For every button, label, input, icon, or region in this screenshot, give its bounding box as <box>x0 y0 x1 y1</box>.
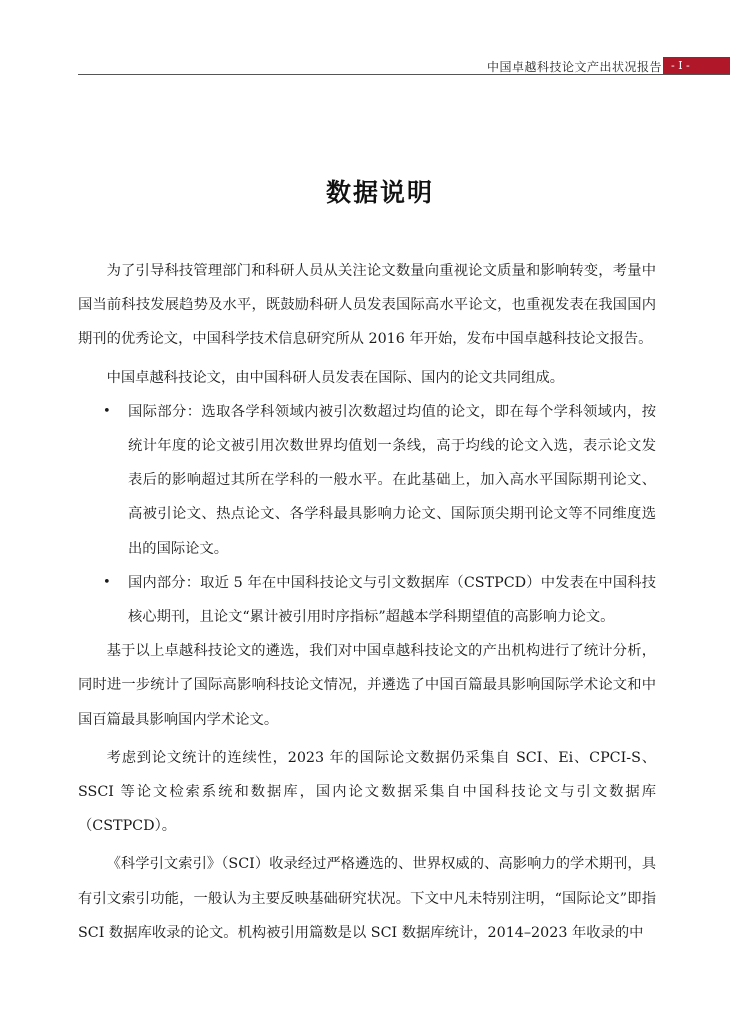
paragraph-composition: 中国卓越科技论文，由中国科研人员发表在国际、国内的论文共同组成。 <box>106 369 565 386</box>
document-body <box>78 254 656 950</box>
page-title: 数据说明 <box>325 178 434 207</box>
paragraph-data-sources: 考虑到论文统计的连续性，2023 年的国际论文数据仍采集自 SCI、Ei、CPCI-S、SSCI 等论文检索系统和数据库，国内论文数据采集自中国科技论文与引文数据库（CSTPCD）。 <box>78 749 656 835</box>
bullet-domestic-text: 国内部分：取近 5 年在中国科技论文与引文数据库（CSTPCD）中发表在中国科技核心期刊，且论文“累计被引用时序指标”超越本学科期望值的高影响力论文。 <box>128 574 656 626</box>
paragraph-analysis: 基于以上卓越科技论文的遴选，我们对中国卓越科技论文的产出机构进行了统计分析，同时进一步统计了国际高影响科技论文情况，并遴选了中国百篇最具影响国际学术论文和中国百篇最具影响国内学术论文。 <box>78 643 656 728</box>
running-header-title: 中国卓越科技论文产出状况报告 <box>486 60 662 74</box>
bullet-international-text: 国际部分：选取各学科领域内被引次数超过均值的论文，即在每个学科领域内，按统计年度的论文被引用次数世界均值划一条线，高于均线的论文入选，表示论文发表后的影响超过其所在学科的一般水平。在此基础上，加入高水平国际期刊论文、高被引论文、热点论文、各学科最具影响力论文、国际顶尖期刊论文等不同维度选出的国际论文。 <box>128 403 656 557</box>
bullet-international <box>78 395 656 566</box>
bullet-dot-icon: • <box>103 403 111 419</box>
page-number-badge: - I - <box>663 57 730 74</box>
paragraph-intro: 为了引导科技管理部门和科研人员从关注论文数量向重视论文质量和影响转变，考量中国当前科技发展趋势及水平，既鼓励科研人员发表国际高水平论文，也重视发表在我国国内期刊的优秀论文，中国科学技术信息研究所从 2016 年开始，发布中国卓越科技论文报告。 <box>78 263 656 348</box>
paragraph-sci: 《科学引文索引》（SCI）收录经过严格遴选的、世界权威的、高影响力的学术期刊，具有引文索引功能，一般认为主要反映基础研究状况。下文中凡未特别注明，“国际论文”即指 SCI 数据库收录的论文。机构被引用篇数是以 SCI 数据库统计，2014–2023 年收录的中 <box>78 856 656 941</box>
bullet-domestic <box>78 566 656 634</box>
header-divider <box>78 74 730 75</box>
bullet-dot-icon: • <box>103 574 111 590</box>
